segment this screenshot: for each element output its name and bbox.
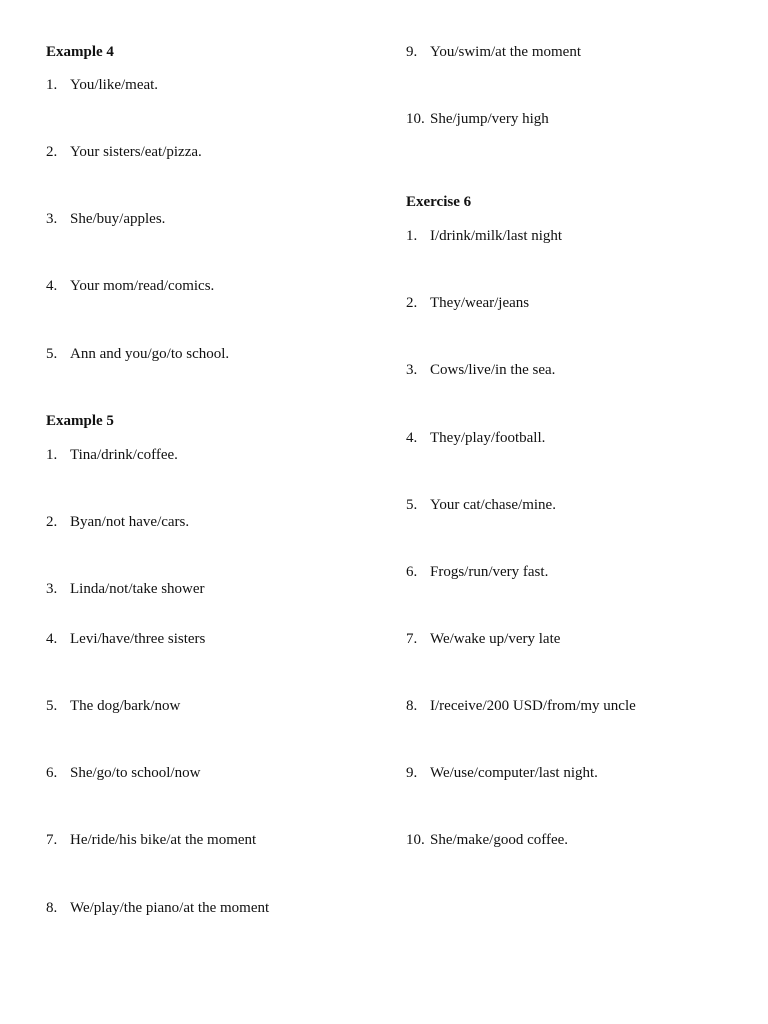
item-text: You/like/meat. <box>70 77 159 93</box>
item-text: Cows/live/in the sea. <box>430 362 556 378</box>
list-item <box>406 563 548 581</box>
item-number: 1. <box>46 77 58 93</box>
item-number: 8. <box>406 698 418 714</box>
list-item <box>46 630 205 648</box>
item-text: Levi/have/three sisters <box>70 631 206 647</box>
list-item <box>406 361 555 379</box>
list-item <box>46 446 178 464</box>
item-text: Linda/not/take shower <box>70 581 205 597</box>
item-number: 3. <box>46 581 58 597</box>
item-number: 6. <box>46 765 58 781</box>
list-item <box>46 210 165 228</box>
item-number: 5. <box>46 698 58 714</box>
list-item <box>406 294 529 312</box>
list-item <box>406 110 549 128</box>
item-text: They/wear/jeans <box>430 295 530 311</box>
item-text: She/buy/apples. <box>70 211 166 227</box>
exercise6-heading: Exercise 6 <box>406 194 472 210</box>
item-text: He/ride/his bike/at the moment <box>70 832 257 848</box>
item-number: 3. <box>406 362 418 378</box>
item-text: Tina/drink/coffee. <box>70 447 178 463</box>
item-number: 7. <box>406 631 418 647</box>
list-item <box>46 143 202 161</box>
item-number: 5. <box>46 346 58 362</box>
item-text: We/use/computer/last night. <box>430 765 598 781</box>
list-item <box>46 580 205 598</box>
list-item <box>406 429 545 447</box>
item-number: 2. <box>406 295 418 311</box>
item-number: 9. <box>406 765 418 781</box>
list-item <box>46 76 158 94</box>
list-item <box>406 630 560 648</box>
list-item <box>406 496 556 514</box>
item-text: We/wake up/very late <box>430 631 561 647</box>
list-item <box>406 697 636 715</box>
item-text: Your sisters/eat/pizza. <box>70 144 202 160</box>
list-item <box>46 831 256 849</box>
item-text: Frogs/run/very fast. <box>430 564 549 580</box>
item-text: Your cat/chase/mine. <box>430 497 556 513</box>
list-item <box>406 764 598 782</box>
list-item <box>406 831 568 849</box>
item-text: They/play/football. <box>430 430 546 446</box>
list-item <box>46 899 269 917</box>
item-text: She/go/to school/now <box>70 765 201 781</box>
item-number: 6. <box>406 564 418 580</box>
item-number: 10. <box>406 111 425 127</box>
item-number: 1. <box>406 228 418 244</box>
item-number: 2. <box>46 514 58 530</box>
item-number: 1. <box>46 447 58 463</box>
item-text: I/drink/milk/last night <box>430 228 563 244</box>
item-text: She/jump/very high <box>430 111 549 127</box>
item-text: I/receive/200 USD/from/my uncle <box>430 698 636 714</box>
item-number: 5. <box>406 497 418 513</box>
list-item <box>46 764 200 782</box>
list-item <box>46 513 189 531</box>
item-text: Byan/not have/cars. <box>70 514 190 530</box>
item-number: 4. <box>46 278 58 294</box>
item-text: Your mom/read/comics. <box>70 278 215 294</box>
item-number: 3. <box>46 211 58 227</box>
item-text: The dog/bark/now <box>70 698 181 714</box>
list-item <box>406 43 581 61</box>
item-text: We/play/the piano/at the moment <box>70 900 270 916</box>
item-number: 4. <box>406 430 418 446</box>
list-item <box>46 277 214 295</box>
list-item <box>46 345 229 363</box>
example4-heading: Example 4 <box>46 44 114 60</box>
item-number: 10. <box>406 832 425 848</box>
item-text: Ann and you/go/to school. <box>70 346 230 362</box>
item-number: 7. <box>46 832 58 848</box>
item-number: 4. <box>46 631 58 647</box>
item-text: You/swim/at the moment <box>430 44 581 60</box>
example5-heading: Example 5 <box>46 413 114 429</box>
item-number: 9. <box>406 44 418 60</box>
list-item <box>46 697 180 715</box>
list-item <box>406 227 562 245</box>
item-number: 2. <box>46 144 58 160</box>
item-text: She/make/good coffee. <box>430 832 569 848</box>
item-number: 8. <box>46 900 58 916</box>
